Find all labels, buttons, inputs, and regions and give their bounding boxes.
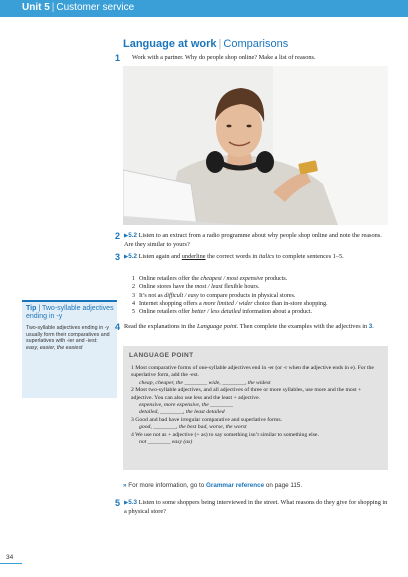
exercise-4-text-c: . [372, 323, 374, 330]
section-title [123, 38, 288, 50]
unit-header [22, 2, 134, 13]
exercise-3-underline-word: underline [181, 253, 206, 260]
list-item: 4 Internet shopping offers a more limited / wider choice than in-store shopping. [132, 300, 328, 307]
exercise-4-ref: 3 [368, 323, 373, 330]
exercise-2-text [124, 232, 388, 249]
list-item: 1 Online retailers offer the cheapest / most expensive products. [132, 276, 288, 282]
exercise-3-track[interactable]: 5.2 [128, 253, 137, 260]
audio-play-icon[interactable]: ▶ [124, 254, 129, 260]
tip-body-text: Two-syllable adjectives ending in -y usually form their comparatives and superlatives with -ier and -iest: [26, 325, 110, 345]
tip-label: Tip [26, 305, 37, 312]
page-number-rule [0, 563, 22, 564]
tip-body [26, 325, 114, 351]
double-chevron-icon: » [123, 482, 127, 489]
exercise-3-text-a: Listen again and [138, 253, 181, 260]
header-separator: | [51, 2, 55, 13]
photo-illustration [123, 66, 388, 225]
page-number: 34 [6, 554, 14, 561]
exercise-4-text-a: Read the explanations in the [124, 323, 196, 330]
tip-separator: | [38, 305, 41, 312]
tip-box [22, 300, 117, 398]
exercise-4-text-b: . Then complete the examples with the adjectives in [236, 323, 368, 330]
section-name: Language at work [123, 38, 217, 50]
language-point-box [123, 346, 388, 470]
exercise-3-text [124, 253, 388, 262]
exercise-2-instructions: Listen to an extract from a radio programme about why people shop online and note the reasons. Are they similar to yours? [124, 232, 382, 248]
exercise-5-number: 5 [115, 498, 121, 508]
tip-example: easy, easier, the easiest [26, 344, 83, 351]
exercise-3-italics-word: italics [258, 253, 275, 260]
audio-play-icon[interactable]: ▶ [124, 233, 129, 239]
grammar-reference-note [123, 482, 302, 489]
language-point-4: 4 We use not as + adjective (+ as) to say something isn’t similar to something else. [131, 431, 319, 438]
exercise-5-instructions: Listen to some shoppers being interviewed in the street. What reasons do they give for shopping in a physical store? [124, 499, 388, 515]
exercise-5-text [124, 499, 388, 516]
exercise-3-number: 3 [115, 252, 121, 262]
exercise-4-italic: Language point [196, 323, 237, 330]
unit-header-bar [0, 0, 408, 17]
exercise-1-text: Work with a partner. Why do people shop online? Make a list of reasons. [132, 54, 316, 61]
list-item: 3 It’s not as difficult / easy to compare products in physical stores. [132, 292, 296, 299]
exercise-3-sentences [132, 275, 328, 316]
language-point-title: LANGUAGE POINT [129, 352, 194, 359]
exercise-3-text-b: the correct words in [207, 253, 258, 260]
list-item: 2 Online stores have the most / least flexible hours. [132, 284, 260, 291]
language-point-4-example: not ________ easy (as) [139, 439, 193, 446]
exercise-4-text [124, 323, 388, 332]
section-topic: Comparisons [223, 38, 289, 50]
photo-man-shopping-online [123, 66, 388, 225]
grammar-reference-link[interactable]: Grammar reference [205, 482, 265, 489]
language-point-1: 1 Most comparative forms of one-syllable adjectives end in -er (or -r when the adjective ends in e). For the superlative form, add the -est. [131, 365, 374, 379]
exercise-4-number: 4 [115, 322, 121, 332]
grammar-ref-text-b: on page 115. [265, 482, 303, 489]
language-point-1-example: cheap, cheaper, the ________ wide, ________, the widest [139, 379, 271, 386]
tip-title [26, 305, 117, 321]
exercise-5-track[interactable]: 5.3 [128, 499, 137, 506]
exercise-2-track[interactable]: 5.2 [128, 232, 137, 239]
language-point-2-example-2: detailed, ________, the least detailed [139, 409, 225, 416]
language-point-2: 2 Most two-syllable adjectives, and all adjectives of three or more syllables, use more and the most + adjective. You can also use less and the least + adjective. [131, 387, 362, 401]
tip-heading: Two-syllable adjectives ending in -y [26, 305, 114, 320]
language-point-body [131, 365, 383, 446]
exercise-3-text-c: to complete sentences 1–5. [275, 253, 344, 260]
exercise-2-number: 2 [115, 231, 121, 241]
language-point-2-example-1: expensive, more expensive, the ________ [139, 402, 233, 409]
language-point-3: 3 Good and bad have irregular comparative and superlative forms. [131, 416, 282, 423]
exercise-1-number: 1 [115, 53, 121, 63]
title-separator: | [218, 38, 222, 50]
audio-play-icon[interactable]: ▶ [124, 500, 129, 506]
tip-top-rule [22, 300, 117, 302]
language-point-3-example: good, ________, the best bad, worse, the worst [139, 424, 247, 431]
list-item: 5 Online retailers offer better / less detailed information about a product. [132, 309, 313, 316]
grammar-ref-text-a: For more information, go to [128, 482, 205, 489]
unit-label: Unit 5 [22, 2, 50, 13]
unit-topic: Customer service [56, 2, 135, 13]
